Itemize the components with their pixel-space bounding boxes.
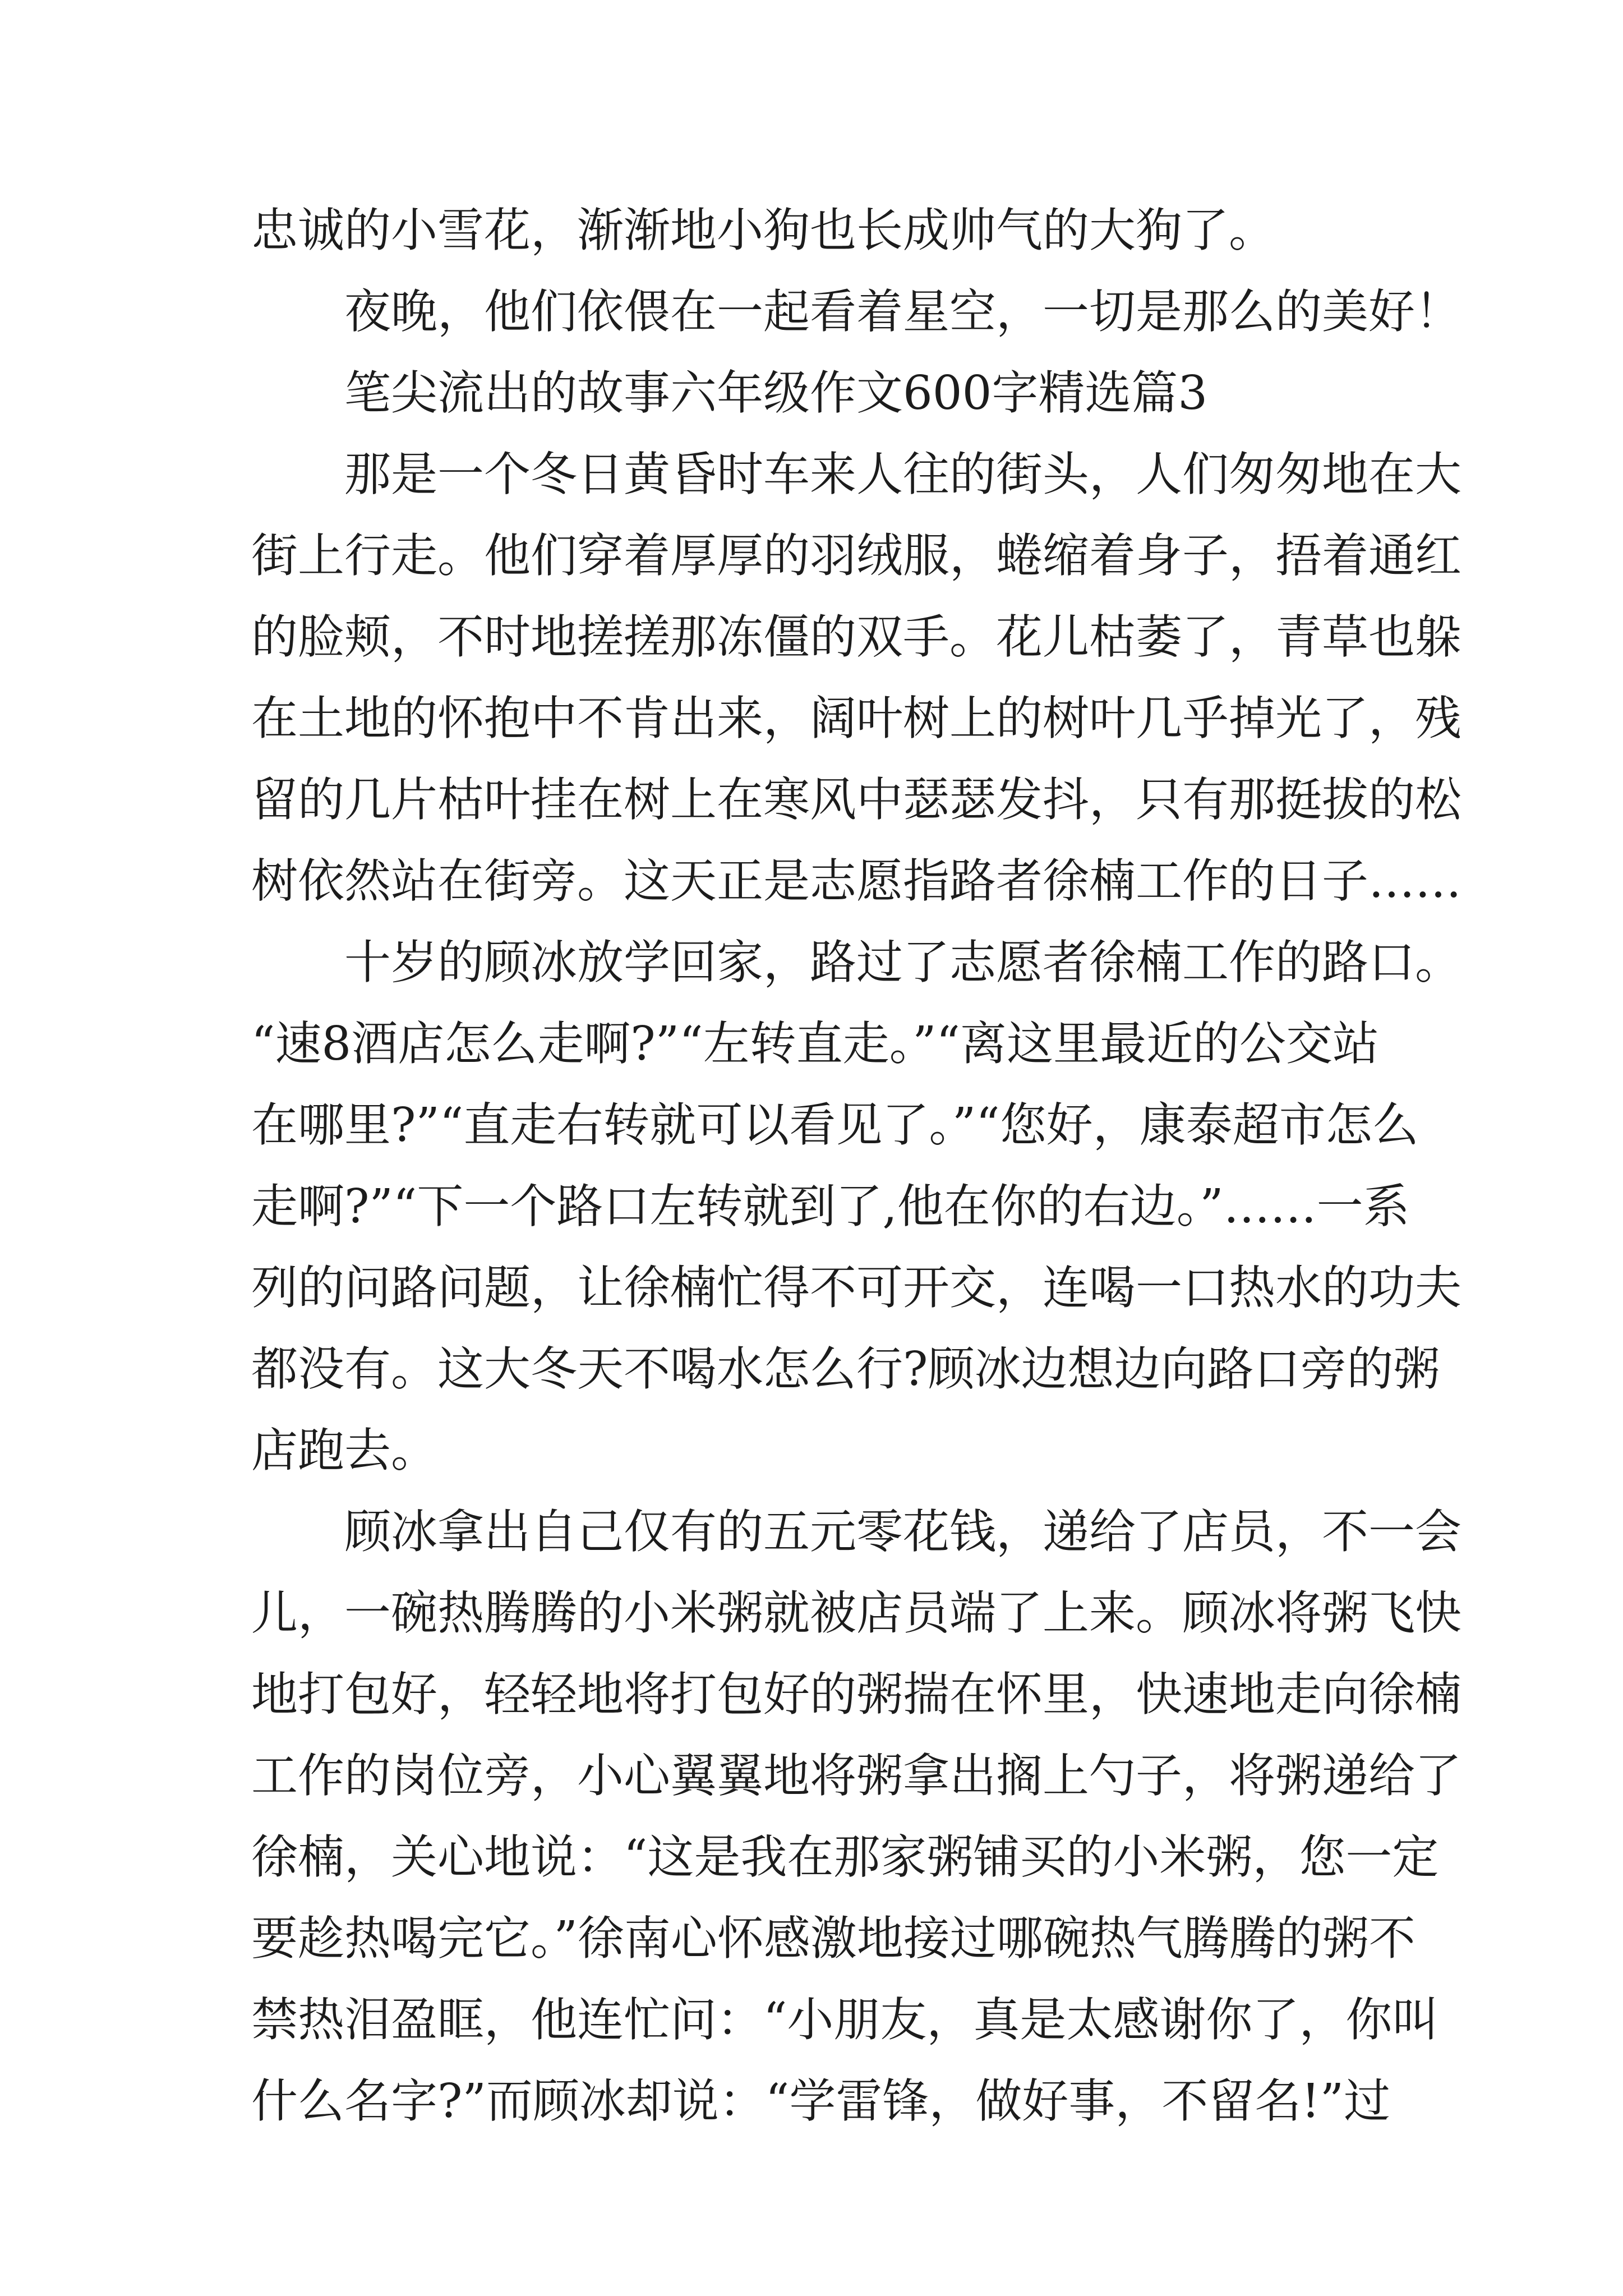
paragraph-line: 街上行走。他们穿着厚厚的羽绒服，蜷缩着身子，捂着通红 bbox=[251, 528, 1461, 583]
paragraph-line: 在土地的怀抱中不肯出来，阔叶树上的树叶几乎掉光了，残 bbox=[251, 691, 1461, 746]
paragraph-line: 留的几片枯叶挂在树上在寒风中瑟瑟发抖，只有那挺拔的松 bbox=[251, 772, 1461, 827]
paragraph-line: 店跑去。 bbox=[251, 1423, 437, 1478]
paragraph-line: 地打包好，轻轻地将打包好的粥揣在怀里，快速地走向徐楠 bbox=[251, 1667, 1461, 1722]
paragraph-line: 列的问路问题，让徐楠忙得不可开交，连喝一口热水的功夫 bbox=[251, 1260, 1461, 1315]
paragraph-line: 禁热泪盈眶，他连忙问：“小朋友，真是太感谢你了，你叫 bbox=[251, 1993, 1439, 2047]
paragraph-line: 顾冰拿出自己仅有的五元零花钱，递给了店员，不一会 bbox=[344, 1504, 1461, 1559]
paragraph-line: 那是一个冬日黄昏时车来人往的街头，人们匆匆地在大 bbox=[344, 447, 1461, 501]
paragraph-line: 徐楠，关心地说：“这是我在那家粥铺买的小米粥，您一定 bbox=[251, 1830, 1439, 1884]
paragraph-line: 树依然站在街旁。这天正是志愿指路者徐楠工作的日子…… bbox=[251, 854, 1461, 908]
paragraph-line: 都没有。这大冬天不喝水怎么行?顾冰边想边向路口旁的粥 bbox=[251, 1342, 1440, 1396]
paragraph-line: 忠诚的小雪花，渐渐地小狗也长成帅气的大狗了。 bbox=[251, 203, 1275, 257]
essay-body bbox=[251, 190, 1461, 2142]
paragraph-line: 什么名字?”而顾冰却说：“学雷锋，做好事，不留名!”过 bbox=[251, 2074, 1391, 2128]
paragraph-line: 在哪里?”“直走右转就可以看见了。”“您好，康泰超市怎么 bbox=[251, 1098, 1419, 1152]
paragraph-line: 的脸颊，不时地搓搓那冻僵的双手。花儿枯萎了，青草也躲 bbox=[251, 610, 1461, 664]
paragraph-line: 十岁的顾冰放学回家，路过了志愿者徐楠工作的路口。 bbox=[344, 935, 1461, 990]
paragraph-line: 夜晚，他们依偎在一起看着星空，一切是那么的美好！ bbox=[344, 284, 1461, 339]
paragraph-line: 走啊?”“下一个路口左转就到了,他在你的右边。”……一系 bbox=[251, 1179, 1410, 1234]
paragraph-line: “速8酒店怎么走啊?”“左转直走。”“离这里最近的公交站 bbox=[251, 1016, 1379, 1071]
paragraph-line: 工作的岗位旁，小心翼翼地将粥拿出搁上勺子，将粥递给了 bbox=[251, 1749, 1461, 1803]
paragraph-line: 要趁热喝完它。”徐南心怀感激地接过哪碗热气腾腾的粥不 bbox=[251, 1911, 1415, 1966]
paragraph-line: 儿，一碗热腾腾的小米粥就被店员端了上来。顾冰将粥飞快 bbox=[251, 1586, 1461, 1640]
section-heading: 笔尖流出的故事六年级作文600字精选篇3 bbox=[344, 366, 1208, 420]
